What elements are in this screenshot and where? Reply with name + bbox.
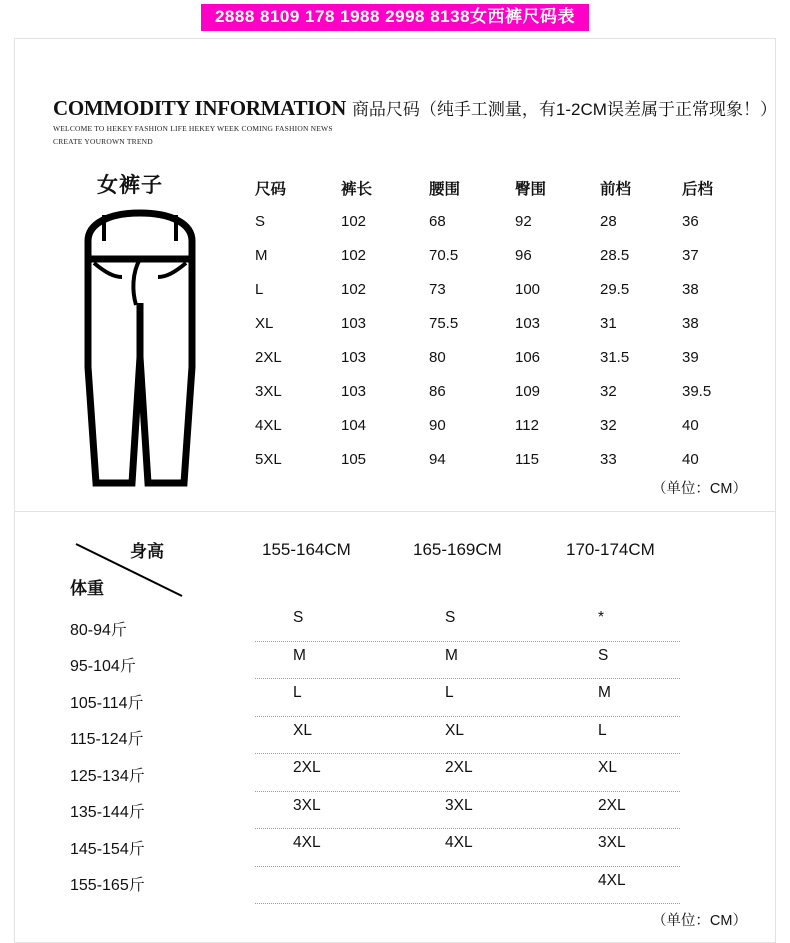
recommend-cell: 3XL	[598, 834, 626, 851]
size-cell: 103	[341, 349, 367, 366]
size-cell: L	[255, 281, 264, 298]
size-cell: 94	[429, 451, 446, 468]
recommend-cell: S	[445, 609, 456, 626]
recommend-cell: M	[445, 646, 458, 664]
recommend-cell: 2XL	[598, 796, 626, 814]
recommend-cell: 4XL	[293, 834, 321, 851]
size-cell: 31.5	[600, 349, 630, 366]
size-table-header-cell: 尺码	[255, 181, 287, 198]
size-cell: 3XL	[255, 383, 282, 400]
size-table-header-cell: 裤长	[341, 181, 373, 198]
table-row	[255, 642, 680, 680]
size-cell: 104	[341, 417, 367, 434]
weight-column	[70, 610, 190, 902]
banner-container	[0, 0, 790, 30]
recommend-cell: XL	[293, 721, 312, 739]
axis-label-weight: 体重	[70, 579, 104, 598]
size-cell: 28	[600, 213, 617, 230]
size-cell: 112	[515, 417, 539, 434]
size-cell: 73	[429, 281, 446, 298]
table-row	[255, 213, 752, 247]
recommend-cell: 3XL	[293, 796, 321, 814]
size-cell: 96	[515, 247, 532, 264]
recommend-cell: 4XL	[598, 871, 626, 889]
height-header: 155-164CM	[262, 540, 351, 559]
recommend-grid	[255, 604, 680, 904]
weight-label: 145-154斤	[70, 840, 145, 858]
size-cell: 115	[515, 451, 539, 468]
size-cell: 40	[682, 451, 699, 468]
weight-label: 125-134斤	[70, 767, 145, 785]
table-row	[255, 792, 680, 830]
size-table-header-cell: 腰围	[429, 181, 461, 198]
table-row	[255, 679, 680, 717]
header-title-cn: 商品尺码（纯手工测量，有1-2CM误差属于正常现象！）	[351, 100, 777, 119]
size-cell: 92	[515, 213, 532, 230]
size-cell: 37	[682, 247, 699, 264]
size-section	[15, 39, 775, 512]
size-cell: 31	[600, 315, 617, 332]
size-cell: 70.5	[429, 247, 459, 264]
size-table-header-cell: 后档	[682, 181, 714, 198]
header-title-line	[53, 95, 777, 121]
size-table	[255, 177, 752, 485]
recommend-cell: S	[293, 609, 304, 626]
size-cell: 75.5	[429, 315, 459, 332]
pants-illustration-icon	[70, 207, 210, 502]
weight-label: 95-104斤	[70, 658, 136, 676]
table-row	[255, 829, 680, 867]
size-cell: 105	[341, 451, 367, 468]
recommend-cell: 2XL	[445, 759, 473, 776]
height-header: 165-169CM	[413, 540, 502, 559]
height-header: 170-174CM	[566, 540, 655, 559]
size-cell: 106	[515, 349, 541, 366]
size-cell: 103	[341, 383, 367, 400]
size-cell: 36	[682, 213, 699, 230]
size-cell: 39	[682, 349, 699, 366]
table-row	[255, 349, 752, 383]
table-row	[255, 867, 680, 905]
weight-label: 105-114斤	[70, 694, 144, 712]
size-cell: 86	[429, 383, 446, 400]
table-row	[255, 604, 680, 642]
size-cell: 4XL	[255, 417, 282, 434]
table-row	[255, 754, 680, 792]
recommend-cell: 3XL	[445, 796, 473, 814]
size-cell: 80	[429, 349, 446, 366]
size-cell: 102	[341, 247, 367, 264]
size-cell: 103	[515, 315, 541, 332]
size-table-unit: （单位：CM）	[651, 481, 747, 497]
recommend-table-unit: （单位：CM）	[651, 913, 747, 929]
size-cell: 103	[341, 315, 367, 332]
table-row	[255, 247, 752, 281]
info-card	[14, 38, 776, 943]
size-cell: 109	[515, 383, 541, 400]
size-cell: 68	[429, 213, 446, 230]
size-cell: 40	[682, 417, 699, 434]
size-cell: 32	[600, 383, 617, 400]
size-cell: 38	[682, 281, 699, 298]
size-cell: 90	[429, 417, 446, 434]
recommend-cell: XL	[445, 721, 464, 739]
size-cell: 29.5	[600, 281, 630, 298]
size-cell: 102	[341, 213, 367, 230]
weight-label: 115-124斤	[70, 731, 144, 749]
weight-label: 155-165斤	[70, 877, 145, 895]
axis-label-height: 身高	[130, 542, 164, 561]
recommend-cell: 4XL	[445, 834, 473, 851]
size-cell: M	[255, 247, 268, 264]
size-cell: 33	[600, 451, 617, 468]
recommend-cell: M	[598, 684, 611, 701]
recommend-section	[15, 512, 775, 942]
header-title-en: COMMODITY INFORMATION	[53, 96, 346, 120]
size-table-header-cell: 臀围	[515, 181, 547, 198]
axis-header-cell	[70, 540, 188, 602]
size-cell: 28.5	[600, 247, 630, 264]
weight-label: 80-94斤	[70, 621, 127, 639]
recommend-cell: M	[293, 646, 306, 664]
size-cell: 39.5	[682, 383, 712, 400]
size-cell: 38	[682, 315, 699, 332]
size-cell: 32	[600, 417, 617, 434]
size-table-header-cell: 前档	[600, 181, 632, 198]
recommend-cell: 2XL	[293, 759, 321, 776]
weight-label: 135-144斤	[70, 804, 145, 822]
header-sub-line2: CREATE YOUROWN TREND	[53, 137, 153, 146]
size-cell: S	[255, 213, 266, 230]
table-row	[255, 383, 752, 417]
recommend-cell: L	[293, 684, 302, 701]
size-cell: 2XL	[255, 349, 282, 366]
header-sub-line1: WELCOME TO HEKEY FASHION LIFE HEKEY WEEK COMING FASHION NEWS	[53, 124, 333, 133]
table-row	[255, 717, 680, 755]
recommend-cell: L	[445, 684, 454, 701]
promo-banner: 2888 8109 178 1988 2998 8138女西裤尺码表	[201, 4, 589, 31]
header-block	[53, 95, 777, 147]
size-cell: 5XL	[255, 451, 282, 468]
table-row	[255, 417, 752, 451]
size-cell: 102	[341, 281, 367, 298]
table-row	[255, 281, 752, 315]
size-cell: 100	[515, 281, 541, 298]
recommend-cell: *	[598, 609, 605, 626]
size-table-header-row	[255, 177, 752, 213]
recommend-cell: L	[598, 721, 607, 739]
product-label: 女裤子	[97, 174, 163, 197]
recommend-cell: XL	[598, 759, 617, 776]
table-row	[255, 315, 752, 349]
recommend-cell: S	[598, 646, 609, 664]
size-cell: XL	[255, 315, 274, 332]
